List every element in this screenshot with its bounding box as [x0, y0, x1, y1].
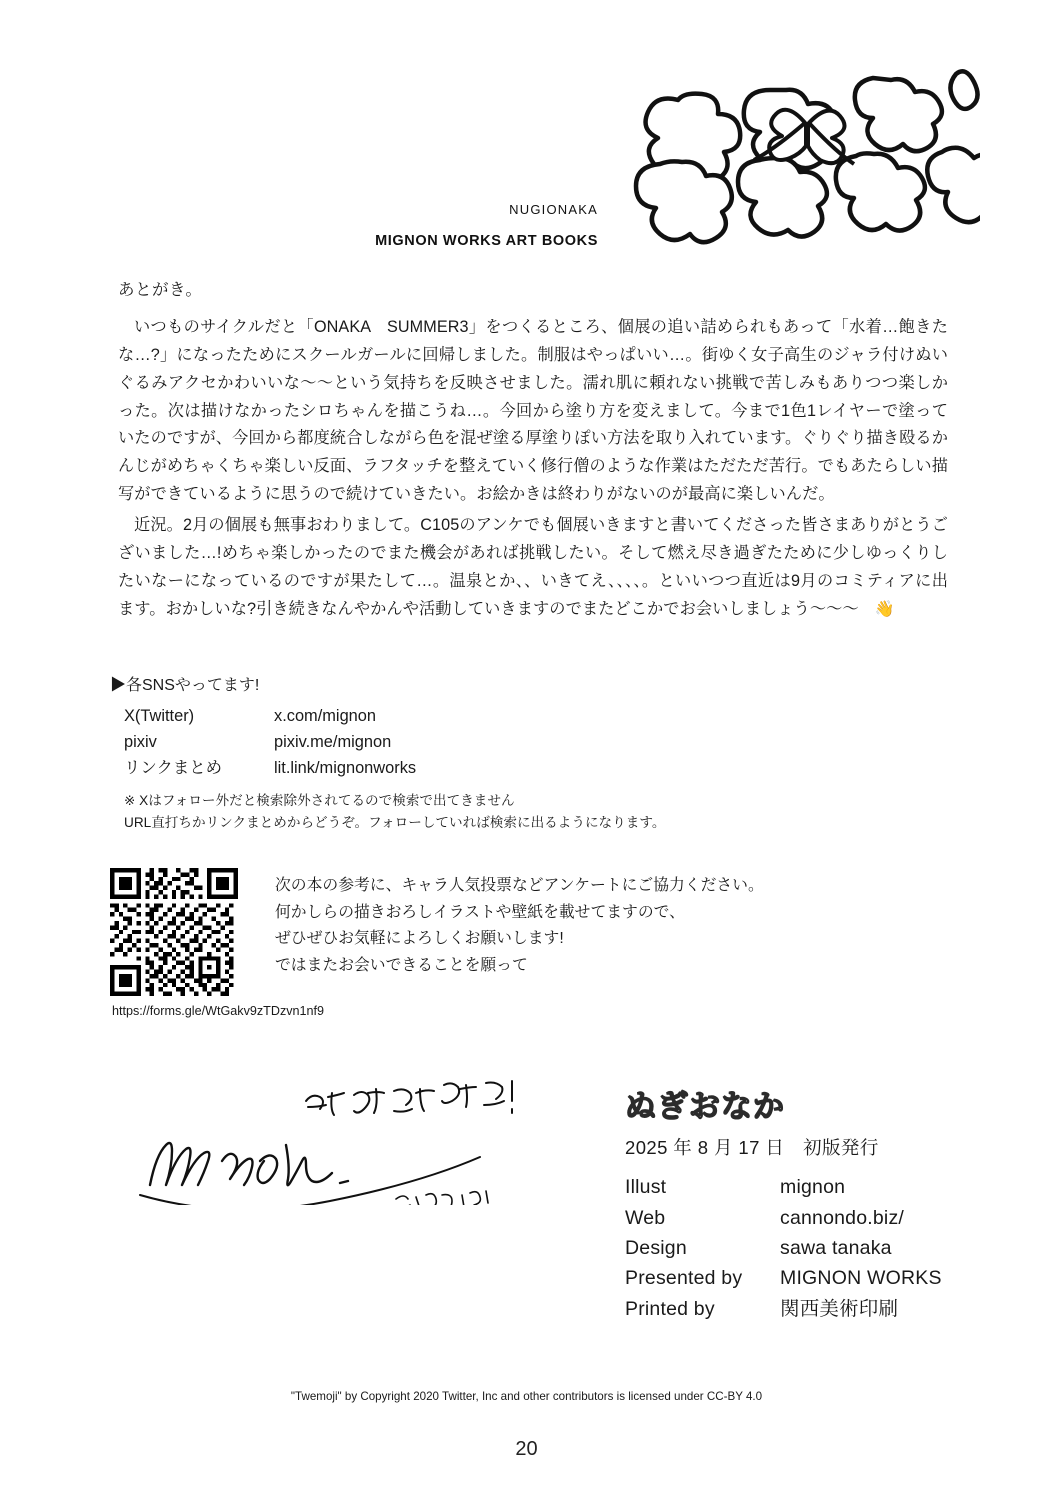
colophon-value-presented-by: MIGNON WORKS [780, 1267, 942, 1290]
afterword-paragraph-2-text: 近況。2月の個展も無事おわりまして。C105のアンケでも個展いきますと書いてくださった皆さまありがとうございました…!めちゃ楽しかったのでまた機会があれば挑戦したい。そして燃え尽き過ぎたために少しゆっくりしたいなーになっているのですが果たして…。温泉とか、、いきてえ、、、、。といいつつ直近は9月のコミティアに出ます。おかしいな?引き続きなんやかんや活動していきますのでまたどこかでお会いしましょう〜〜〜 [118, 516, 948, 618]
colophon-row-design [625, 1233, 1025, 1263]
sns-note [110, 790, 810, 834]
questionnaire-line-1: 次の本の参考に、キャラ人気投票などアンケートにご協力ください。 [275, 877, 764, 894]
colophon-row-web [625, 1203, 1025, 1233]
sns-label-twitter: X(Twitter) [124, 707, 195, 725]
sns-note-line-2: URL直打ちかリンクまとめからどうぞ。フォローしていれば検索に出るようになります。 [124, 814, 666, 830]
waving-hand-emoji-icon: 👋 [874, 600, 895, 618]
sns-section [110, 672, 810, 834]
colophon-section [625, 1090, 1025, 1324]
afterword-paragraph-2 [118, 512, 948, 623]
colophon-key-illust: Illust [625, 1176, 667, 1199]
sns-link-twitter[interactable]: x.com/mignon [274, 707, 377, 725]
signature-block [110, 1075, 540, 1205]
publication-date: 2025 年 8 月 17 日 初版発行 [625, 1137, 879, 1159]
colophon-key-printed-by: Printed by [625, 1297, 715, 1320]
colophon-value-printed-by: 関西美術印刷 [780, 1297, 899, 1320]
colophon-row-presented-by [625, 1263, 1025, 1293]
colophon-value-illust: mignon [780, 1176, 846, 1199]
sns-row-twitter [110, 704, 810, 730]
colophon-key-web: Web [625, 1206, 666, 1229]
sns-link-linkmatome[interactable]: lit.link/mignonworks [274, 758, 417, 777]
imprint-label: MIGNON WORKS ART BOOKS [375, 232, 598, 249]
colophon-key-design: Design [625, 1236, 687, 1259]
questionnaire-line-2: 何かしらの描きおろしイラストや壁紙を載せてますので、 [275, 903, 685, 921]
sns-label-pixiv: pixiv [124, 732, 157, 751]
colophon-key-presented-by: Presented by [625, 1267, 743, 1290]
questionnaire-text [275, 873, 764, 979]
logo-caption [375, 200, 598, 253]
colophon-value-design: sawa tanaka [780, 1236, 892, 1259]
afterword-title: あとがき。 [118, 281, 203, 299]
questionnaire-line-4: ではまたお会いできることを願って [275, 956, 528, 974]
page-header [0, 40, 1053, 255]
sns-label-linkmatome: リンクまとめ [124, 758, 223, 777]
sns-heading: ▶各SNSやってます! [110, 677, 260, 694]
sns-link-pixiv[interactable]: pixiv.me/mignon [274, 732, 392, 751]
logo-romaji: NUGIONAKA [509, 202, 598, 217]
afterword-section [118, 276, 948, 626]
license-credit: "Twemoji" by Copyright 2020 Twitter, Inc and other contributors is licensed under CC-BY 4.0 [290, 1390, 763, 1403]
nugionaka-logo-icon [620, 60, 980, 250]
qr-code-icon[interactable] [110, 868, 238, 996]
book-title: ぬぎおなか [625, 1089, 785, 1124]
questionnaire-url[interactable]: https://forms.gle/WtGakv9zTDzvn1nf9 [112, 1004, 325, 1018]
colophon-row-illust [625, 1172, 1025, 1202]
page-number: 20 [515, 1438, 538, 1460]
sns-note-line-1: ※ Xはフォロー外だと検索除外されてるので検索で出てきません [124, 792, 515, 808]
afterword-paragraph-1: いつものサイクルだと「ONAKA SUMMER3」をつくるところ、個展の追い詰められもあって「水着…飽きたな…?」になったためにスクールガールに回帰しました。制服はやっぱいい…。街ゆく女子高生のジャラ付けぬいぐるみアクセかわいいな〜〜という気持ちを反映させました。濡れ肌に頼れない挑戦で苦しみもありつつ楽しかった。次は描けなかったシロちゃんを描こうね…。今回から塗り方を変えまして。今まで1色1レイヤーで塗っていたのですが、今回から都度統合しながら色を混ぜ塗る厚塗りぽい方法を取り入れています。ぐりぐり描き殴るかんじがめちゃくちゃ楽しい反面、ラフタッチを整えていく修行僧のような作業はただただ苦行。でもあたらしい描写ができているように思うので続けていきたい。お絵かきは終わりがないのが最高に楽しいんだ。 [118, 318, 948, 504]
sns-row-pixiv [110, 730, 810, 756]
questionnaire-line-3: ぜひぜひお気軽によろしくお願いします! [275, 930, 564, 948]
sns-row-linkmatome [110, 756, 810, 782]
colophon-row-printed-by [625, 1294, 1025, 1324]
colophon-value-web[interactable]: cannondo.biz/ [780, 1206, 905, 1229]
